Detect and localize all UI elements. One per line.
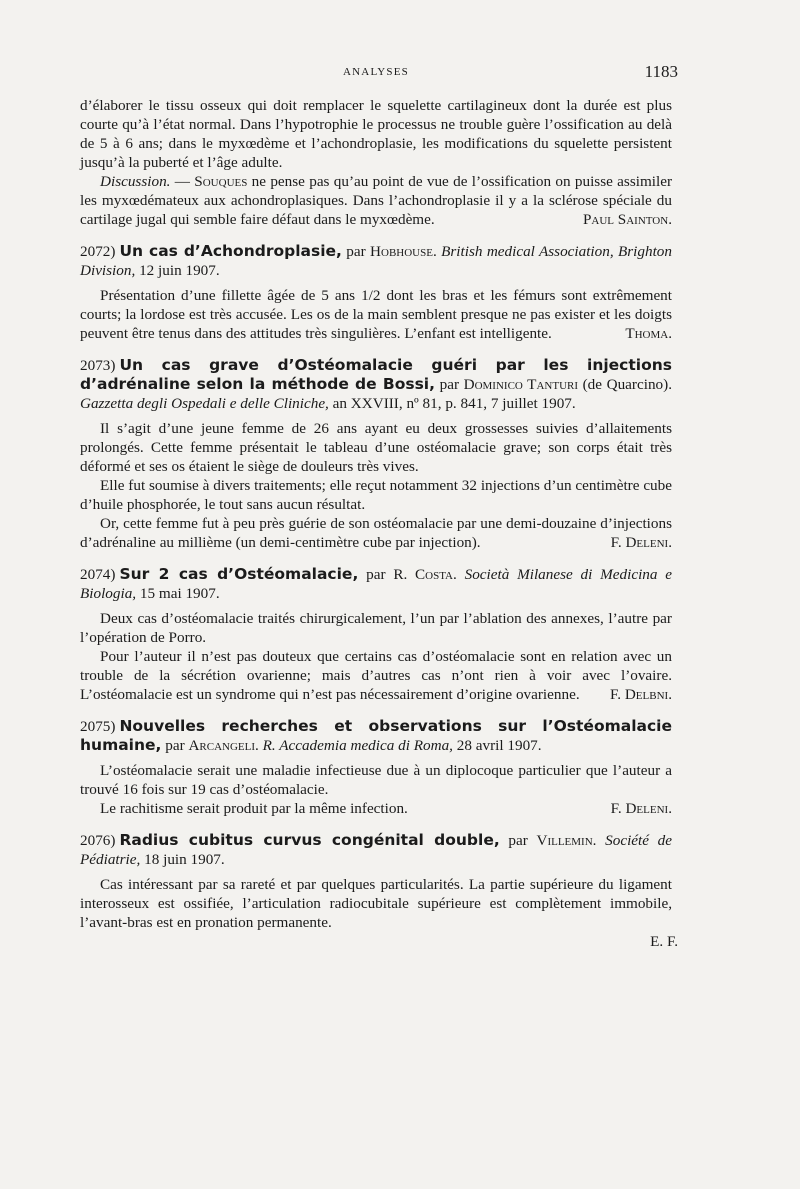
entry-date: an XXVIII, nº 81, p. 841, 7 juillet 1907. (328, 395, 576, 412)
entry-author: R. Costa (393, 566, 453, 583)
entry-dot: . (592, 832, 606, 849)
entry-signature: F. Deleni. (610, 534, 672, 551)
intro-paragraph: d’élaborer le tissu osseux qui doit remplacer le squelette cartilagineux dont la durée est plus courte qu’à l’état normal. Dans l’hypotrophie le processus ne trouble guère l’ossification au delà de 5 à 6 ans; dans le myxœdème et l’achondroplasie, les modifications du squelette persistent jusqu’à la puberté et l’âge adulte. (80, 97, 672, 171)
entry-2075 (80, 717, 672, 818)
entry-heading (80, 717, 672, 755)
entry-2076 (80, 831, 678, 951)
entry-paragraph (80, 647, 672, 704)
entry-number: 2076) (80, 832, 116, 849)
discussion-paragraph (80, 172, 672, 229)
entry-paragraph-text: Or, cette femme fut à peu près guérie de son ostéomalacie par une demi-douzaine d’injections d’adrénaline au millième (un demi-centimètre cube par injection). (80, 515, 672, 551)
entry-heading (80, 831, 672, 869)
running-head (80, 62, 678, 86)
entry-title: Un cas d’Achondroplasie, (119, 242, 342, 260)
entry-paragraph (80, 514, 672, 552)
entry-by: par (358, 566, 394, 583)
entry-title: Sur 2 cas d’Ostéomalacie, (119, 565, 359, 583)
entry-paragraph: Cas intéressant par sa rareté et par quelques particularités. La partie supérieure du ligament interosseux est ossifiée, l’articulation radiocubitale supérieure est complètement immobile, l’avant-bras est en pronation permanente. (80, 876, 672, 931)
entry-number: 2075) (80, 718, 116, 735)
entry-date: 28 avril 1907. (452, 737, 542, 754)
entry-paragraph (80, 286, 672, 343)
entry-journal: Société de Pédiatrie, (80, 832, 673, 868)
entry-author: Hobhouse (370, 243, 433, 260)
entry-journal: British medical Association, Brighton Division, (80, 243, 672, 279)
intro-signature: Paul Sainton. (582, 211, 672, 228)
entry-body (80, 609, 672, 704)
entry-date: 18 juin 1907. (140, 851, 225, 868)
entry-journal: R. Accademia medica di Roma, (262, 737, 453, 754)
entry-extra: (de Quarcino). (578, 376, 672, 393)
entry-title: Radius cubitus curvus congénital double, (119, 831, 500, 849)
entry-number: 2074) (80, 566, 116, 583)
entry-paragraph-text: Présentation d’une fillette âgée de 5 ans 1/2 dont les bras et les fémurs sont extrêmement courts; la lordose est très accusée. Les os de la main semblent presque ne pas exister et les doigts peuvent être tenus dans des attitudes très singulières. L’enfant est intelligente. (80, 287, 672, 342)
entry-title: Un cas grave d’Ostéomalacie guéri par les injections d’adrénaline selon la méthode de Bossi, (80, 356, 672, 393)
discussion-label: Discussion. (100, 173, 171, 190)
entry-heading (80, 565, 672, 603)
entry-by: par (435, 376, 464, 393)
entry-signature: F. Deleni. (610, 800, 672, 817)
entry-paragraph: L’ostéomalacie serait une maladie infectieuse due à un diplocoque particulier que l’auteur a trouvé 16 fois sur 19 cas d’ostéomalacie. (80, 762, 672, 798)
entry-dot: . (432, 243, 442, 260)
entry-paragraph: Elle fut soumise à divers traitements; elle reçut notamment 32 injections d’un centimètre cube d’huile phosphorée, le tout sans aucun résultat. (80, 477, 672, 513)
entry-dot: . (453, 566, 465, 583)
entry-signature: F. Delbni. (610, 686, 672, 703)
entry-date: 15 mai 1907. (136, 585, 220, 602)
page-number: 1183 (644, 62, 678, 81)
entry-author: Dominico Tanturi (463, 376, 579, 393)
entry-author: Arcangeli (188, 737, 256, 754)
entry-number: 2072) (80, 243, 116, 260)
running-title: ANALYSES (343, 66, 409, 78)
entry-body (80, 419, 672, 552)
discussion-author: Souques (194, 173, 248, 190)
entry-by: par (161, 737, 189, 754)
discussion-dash: — (170, 173, 195, 190)
entry-date: 12 juin 1907. (135, 262, 220, 279)
entry-journal: Gazzetta degli Ospedali e delle Cliniche, (80, 395, 329, 412)
entry-2073 (80, 356, 672, 552)
entry-journal: Società Milanese di Medicina e Biologia, (80, 566, 673, 602)
entry-body (80, 761, 672, 818)
entry-paragraph-text: Pour l’auteur il n’est pas douteux que certains cas d’ostéomalacie sont en relation avec un trouble de la sécrétion ovarienne; mais d’autres cas n’ont rien à voir avec l’ovaire. L’ostéomalacie est un syndrome qui n’est pas nécessairement d’origine ovarienne. (80, 648, 672, 703)
entry-signature: Thoma. (625, 325, 672, 342)
entry-paragraph-text: Le rachitisme serait produit par la même infection. (100, 800, 408, 817)
entry-heading (80, 356, 672, 413)
entry-2074 (80, 565, 672, 704)
entry-author: Villemin (536, 832, 593, 849)
entry-body (80, 875, 678, 951)
entry-paragraph: Deux cas d’ostéomalacie traités chirurgicalement, l’un par l’ablation des annexes, l’autre par l’opération de Porro. (80, 610, 672, 646)
entry-title: Nouvelles recherches et observations sur l’Ostéomalacie humaine, (80, 717, 672, 754)
entry-dot: . (255, 737, 263, 754)
entry-2072 (80, 242, 672, 343)
entry-by: par (341, 243, 371, 260)
entry-body (80, 286, 672, 343)
entry-number: 2073) (80, 357, 116, 374)
entry-heading (80, 242, 672, 280)
entry-by: par (499, 832, 537, 849)
discussion-text: ne pense pas qu’au point de vue de l’ossification on puisse assimiler les myxœdémateux aux achondroplasiques. Dans l’achondroplasie il y a la sclérose spéciale du cartilage jugal qui semble faire défaut dans le myxœdème. (80, 173, 673, 228)
entry-signature: E. F. (650, 933, 678, 950)
entry-paragraph: Il s’agit d’une jeune femme de 26 ans ayant eu deux grossesses suivies d’allaitements prolongés. Cette femme présentait le tableau d’une ostéomalacie grave; son corps était très déformé et ses os étaient le siège de douleurs très vives. (80, 420, 672, 475)
entry-paragraph (80, 799, 672, 818)
